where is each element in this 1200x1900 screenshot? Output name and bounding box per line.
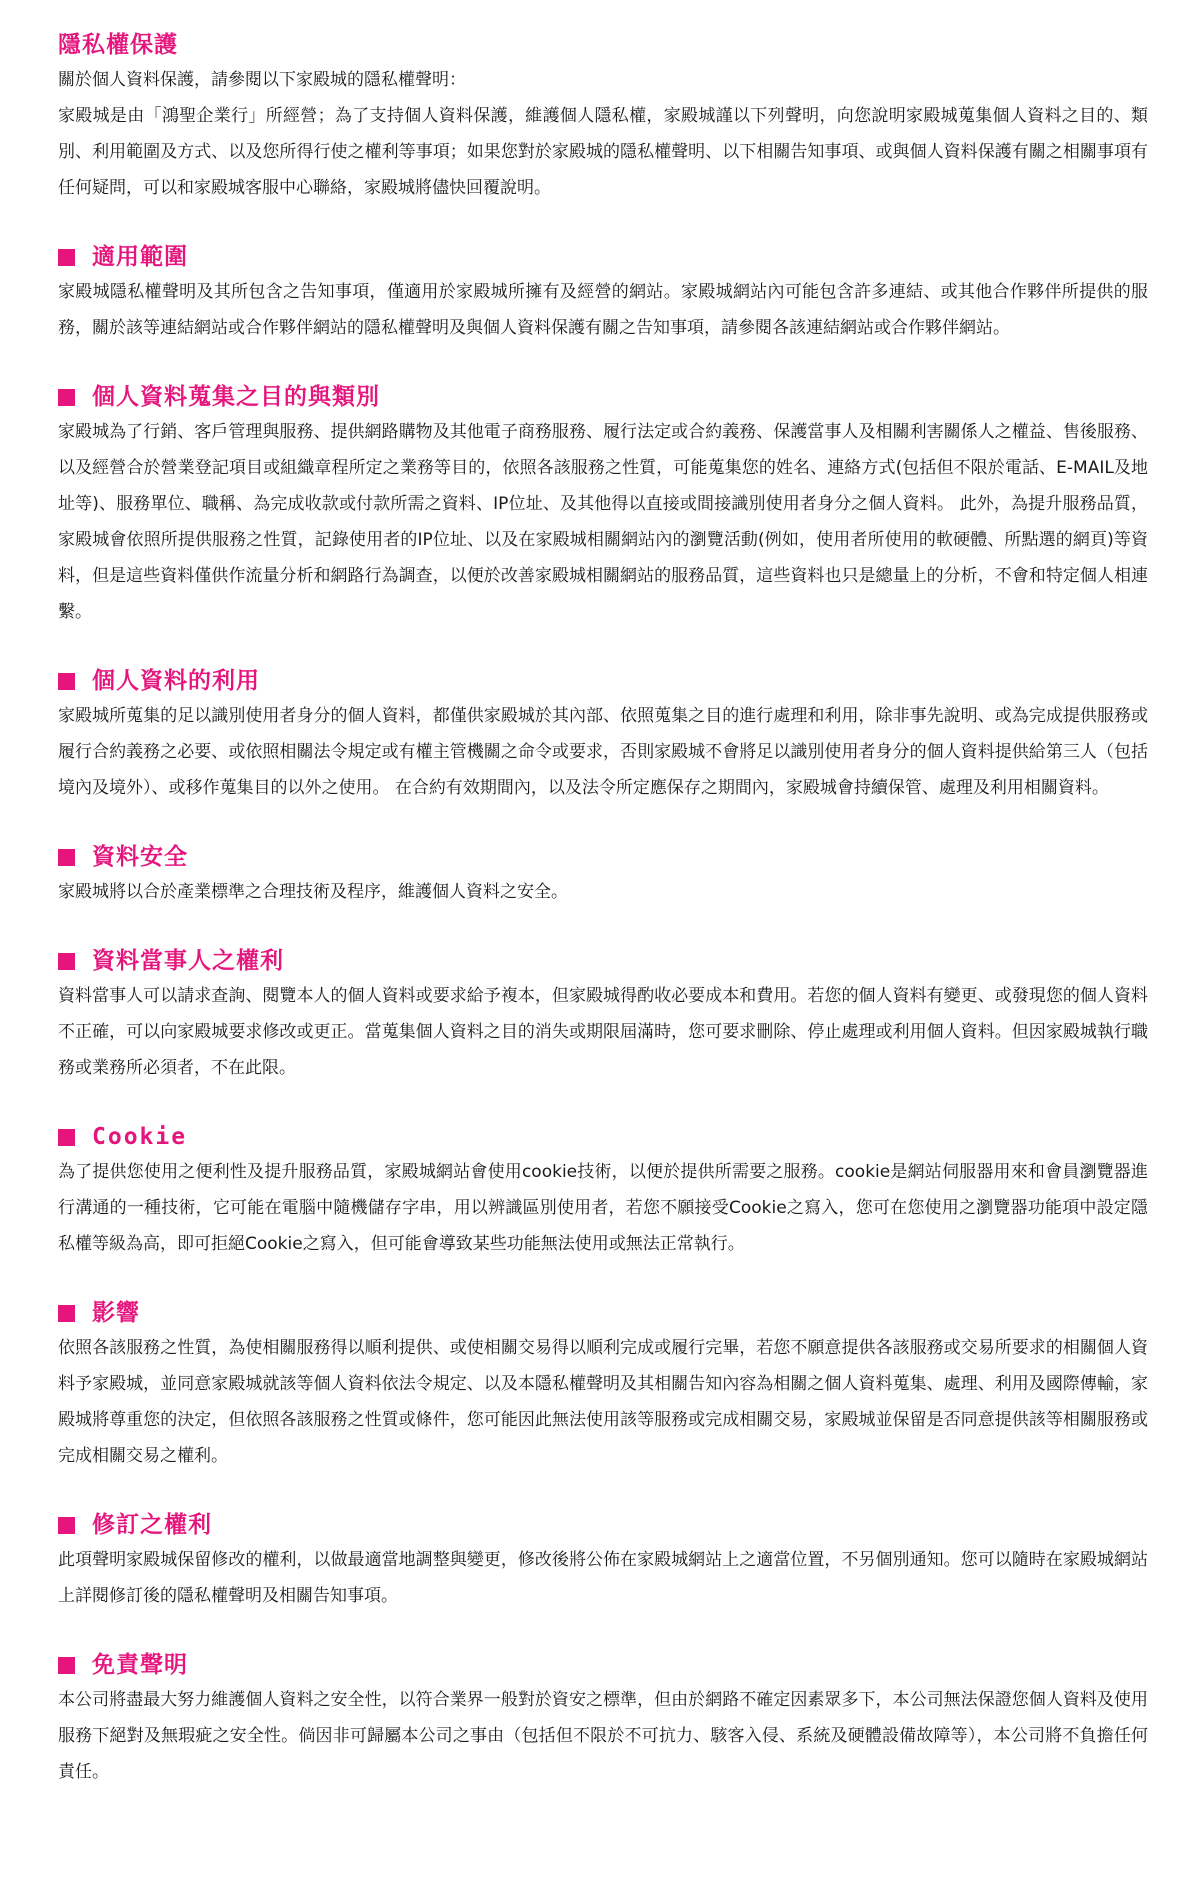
square-bullet-icon: [58, 1305, 75, 1322]
section-amendment-rights: [58, 1508, 1148, 1614]
section-body: 為了提供您使用之便利性及提升服務品質，家殿城網站會使用cookie技術，以便於提供所需要之服務。cookie是網站伺服器用來和會員瀏覽器進行溝通的一種技術，它可能在電腦中隨機儲存字串，用以辨識區別使用者，若您不願接受Cookie之寫入，您可在您使用之瀏覽器功能項中設定隱私權等級為高，即可拒絕Cookie之寫入，但可能會導致某些功能無法使用或無法正常執行。: [58, 1162, 1148, 1254]
section-title: 免責聲明: [92, 1652, 188, 1678]
section-heading: [58, 1648, 1148, 1682]
section-title: 資料當事人之權利: [92, 948, 284, 974]
section-heading: [58, 240, 1148, 274]
section-body: 此項聲明家殿城保留修改的權利，以做最適當地調整與變更，修改後將公佈在家殿城網站上之適當位置，不另個別通知。您可以隨時在家殿城網站上詳閱修訂後的隱私權聲明及相關告知事項。: [58, 1550, 1148, 1606]
section-body: 家殿城隱私權聲明及其所包含之告知事項，僅適用於家殿城所擁有及經營的網站。家殿城網站內可能包含許多連結、或其他合作夥伴所提供的服務，關於該等連結網站或合作夥伴網站的隱私權聲明及與個人資料保護有關之告知事項，請參閱各該連結網站或合作夥伴網站。: [58, 282, 1148, 338]
section-heading: [58, 944, 1148, 978]
section-scope: [58, 240, 1148, 346]
page-title: 隱私權保護: [58, 32, 178, 58]
section-title: 影響: [92, 1300, 140, 1326]
privacy-policy-page: [58, 28, 1148, 1790]
section-body: 依照各該服務之性質，為使相關服務得以順利提供、或使相關交易得以順利完成或履行完畢，若您不願意提供各該服務或交易所要求的相關個人資料予家殿城，並同意家殿城就該等個人資料依法令規定、以及本隱私權聲明及其相關告知內容為相關之個人資料蒐集、處理、利用及國際傳輸，家殿城將尊重您的決定，但依照各該服務之性質或條件，您可能因此無法使用該等服務或完成相關交易，家殿城並保留是否同意提供該等相關服務或完成相關交易之權利。: [58, 1338, 1148, 1466]
section-heading: [58, 1120, 1148, 1154]
section-title: 資料安全: [92, 844, 188, 870]
section-heading: [58, 1296, 1148, 1330]
square-bullet-icon: [58, 673, 75, 690]
square-bullet-icon: [58, 953, 75, 970]
section-title: 個人資料蒐集之目的與類別: [92, 384, 380, 410]
section-impact: [58, 1296, 1148, 1474]
square-bullet-icon: [58, 389, 75, 406]
square-bullet-icon: [58, 849, 75, 866]
square-bullet-icon: [58, 1129, 75, 1146]
section-data-security: [58, 840, 1148, 910]
section-heading: [58, 840, 1148, 874]
intro-body: 家殿城是由「鴻聖企業行」所經營；為了支持個人資料保護，維護個人隱私權，家殿城謹以下列聲明，向您說明家殿城蒐集個人資料之目的、類別、利用範圍及方式、以及您所得行使之權利等事項；如果您對於家殿城的隱私權聲明、以下相關告知事項、或與個人資料保護有關之相關事項有任何疑問，可以和家殿城客服中心聯絡，家殿城將儘快回覆說明。: [58, 106, 1148, 198]
section-body: 家殿城將以合於產業標準之合理技術及程序，維護個人資料之安全。: [58, 882, 568, 902]
section-body: 資料當事人可以請求查詢、閱覽本人的個人資料或要求給予複本，但家殿城得酌收必要成本和費用。若您的個人資料有變更、或發現您的個人資料不正確，可以向家殿城要求修改或更正。當蒐集個人資料之目的消失或期限屆滿時，您可要求刪除、停止處理或利用個人資料。但因家殿城執行職務或業務所必須者，不在此限。: [58, 986, 1148, 1078]
section-title: 修訂之權利: [92, 1512, 212, 1538]
section-body: 本公司將盡最大努力維護個人資料之安全性，以符合業界一般對於資安之標準，但由於網路不確定因素眾多下，本公司無法保證您個人資料及使用服務下絕對及無瑕疵之安全性。倘因非可歸屬本公司之事由（包括但不限於不可抗力、駭客入侵、系統及硬體設備故障等），本公司將不負擔任何責任。: [58, 1690, 1148, 1782]
square-bullet-icon: [58, 1657, 75, 1674]
section-cookie: [58, 1120, 1148, 1262]
section-title: 個人資料的利用: [92, 668, 260, 694]
section-data-use: [58, 664, 1148, 806]
section-disclaimer: [58, 1648, 1148, 1790]
square-bullet-icon: [58, 1517, 75, 1534]
intro-lead: 關於個人資料保護，請參閱以下家殿城的隱私權聲明：: [58, 70, 466, 90]
section-body: 家殿城為了行銷、客戶管理與服務、提供網路購物及其他電子商務服務、履行法定或合約義務、保護當事人及相關利害關係人之權益、售後服務、以及經營合於營業登記項目或組織章程所定之業務等目的，依照各該服務之性質，可能蒐集您的姓名、連絡方式(包括但不限於電話、E-MAIL及地址等)、服務單位、職稱、為完成收款或付款所需之資料、IP位址、及其他得以直接或間接識別使用者身分之個人資料。 此外，為提升服務品質，家殿城會依照所提供服務之性質，記錄使用者的IP位址、以及在家殿城相關網站內的瀏覽活動(例如，使用者所使用的軟硬體、所點選的網頁)等資料，但是這些資料僅供作流量分析和網路行為調查，以便於改善家殿城相關網站的服務品質，這些資料也只是總量上的分析，不會和特定個人相連繫。: [58, 422, 1148, 622]
section-collection-purpose: [58, 380, 1148, 630]
section-title: Cookie: [92, 1124, 188, 1150]
section-heading: [58, 380, 1148, 414]
section-subject-rights: [58, 944, 1148, 1086]
section-heading: [58, 664, 1148, 698]
section-body: 家殿城所蒐集的足以識別使用者身分的個人資料，都僅供家殿城於其內部、依照蒐集之目的進行處理和利用，除非事先說明、或為完成提供服務或履行合約義務之必要、或依照相關法令規定或有權主管機關之命令或要求，否則家殿城不會將足以識別使用者身分的個人資料提供給第三人（包括境內及境外）、或移作蒐集目的以外之使用。 在合約有效期間內，以及法令所定應保存之期間內，家殿城會持續保管、處理及利用相關資料。: [58, 706, 1148, 798]
square-bullet-icon: [58, 249, 75, 266]
section-heading: [58, 1508, 1148, 1542]
section-title: 適用範圍: [92, 244, 188, 270]
